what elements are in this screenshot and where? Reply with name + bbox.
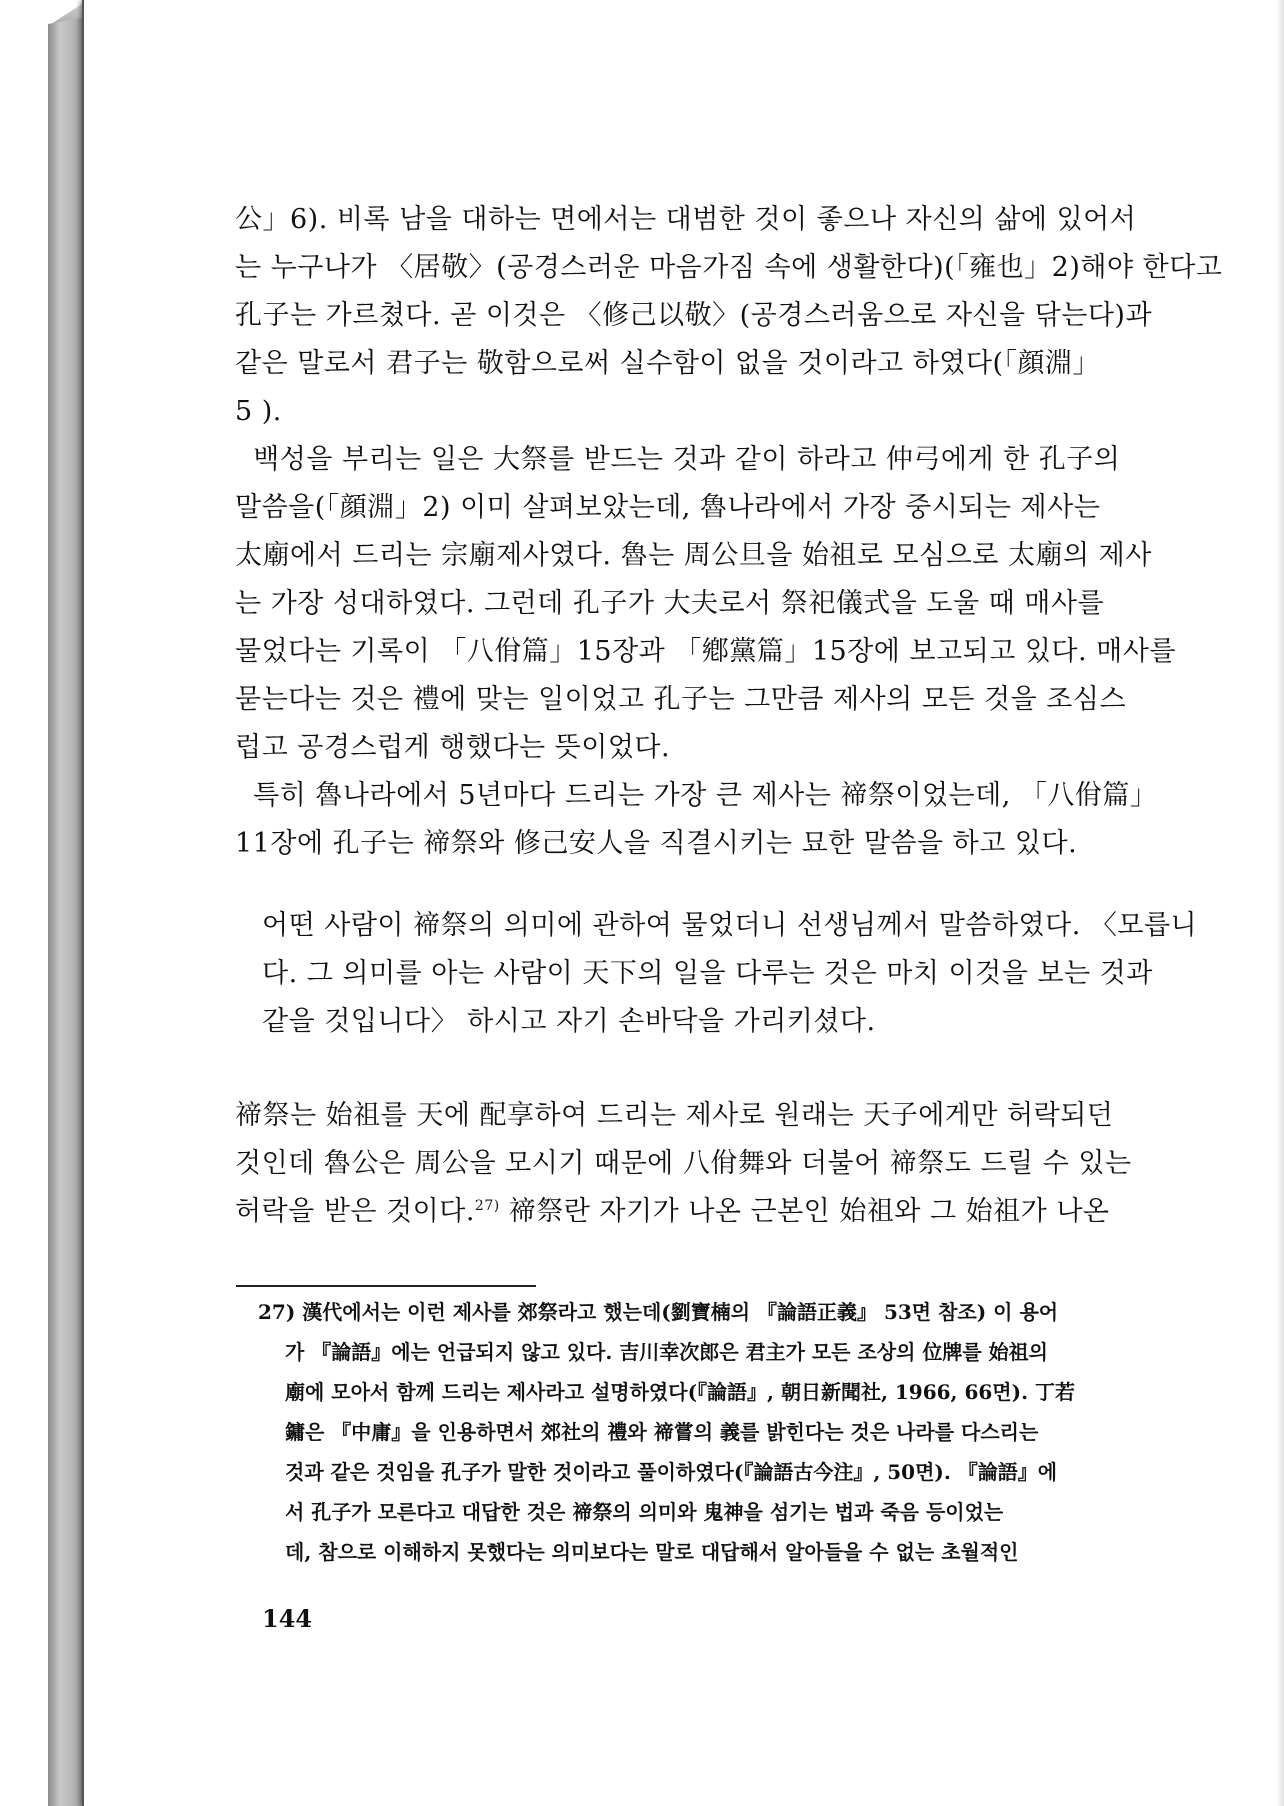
footnote-line: 서 孔子가 모른다고 대답한 것은 禘祭의 의미와 鬼神을 섬기는 법과 죽음 등이었는 [285, 1500, 1004, 1524]
footnote-line: 가 『論語』에는 언급되지 않고 있다. 吉川幸次郎은 君主가 모든 조상의 位牌를 始祖의 [285, 1340, 1048, 1364]
body-text-after-quote [235, 1092, 1135, 1236]
body-line: 公」6). 비록 남을 대하는 면에서는 대범한 것이 좋으나 자신의 삶에 있어서 [235, 204, 1137, 235]
body-line [235, 1188, 1135, 1236]
body-line: 물었다는 기록이 「八佾篇」15장과 「鄕黨篇」15장에 보고되고 있다. 매사를 [235, 636, 1176, 667]
footnote-block [258, 1292, 1138, 1572]
footnote-reference[interactable]: 27) [474, 1198, 500, 1214]
body-line: 禘祭는 始祖를 天에 配享하여 드리는 제사로 원래는 天子에게만 허락되던 [235, 1100, 1114, 1131]
body-line: 5 ). [235, 396, 282, 427]
quote-line: 어떤 사람이 禘祭의 의미에 관하여 물었더니 선생님께서 말씀하였다. 〈모릅니 [262, 910, 1198, 941]
footnote-line: 廟에 모아서 함께 드리는 제사라고 설명하였다(『論語』, 朝日新聞社, 1966, 66면). 丁若 [285, 1380, 1076, 1404]
block-quote [262, 902, 1198, 1046]
body-line: 백성을 부리는 일은 大祭를 받드는 것과 같이 하라고 仲弓에게 한 孔子의 [235, 444, 1121, 475]
body-line: 는 누구나가 〈居敬〉(공경스러운 마음가짐 속에 생활한다)(「雍也」2)해야 한다고 [235, 252, 1223, 283]
body-line: 같은 말로서 君子는 敬함으로써 실수함이 없을 것이라고 하였다(「顔淵」 [235, 348, 1100, 379]
book-spine [48, 18, 82, 1806]
body-line: 11장에 孔子는 禘祭와 修己安人을 직결시키는 묘한 말씀을 하고 있다. [235, 828, 1078, 859]
body-line: 는 가장 성대하였다. 그런데 孔子가 大夫로서 祭祀儀式을 도울 때 매사를 [235, 588, 1105, 619]
footnote-line: 데, 참으로 이해하지 못했다는 의미보다는 말로 대답해서 알아들을 수 없는 초월적인 [285, 1540, 1019, 1564]
body-line: 특히 魯나라에서 5년마다 드리는 가장 큰 제사는 禘祭이었는데, 「八佾篇」 [235, 780, 1158, 811]
page-edge-shadow [1276, 0, 1284, 1806]
page-number: 144 [262, 1604, 313, 1633]
body-line: 孔子는 가르쳤다. 곧 이것은 〈修己以敬〉(공경스러움으로 자신을 닦는다)과 [235, 300, 1153, 331]
body-text [235, 196, 1223, 868]
footnote-line: 것과 같은 것임을 孔子가 말한 것이라고 풀이하였다(『論語古今注』, 50면). 『論語』에 [285, 1460, 1058, 1484]
footnote-line: 鏞은 『中庸』을 인용하면서 郊社의 禮와 禘嘗의 義를 밝힌다는 것은 나라를 다스리는 [285, 1420, 1039, 1444]
quote-line: 같을 것입니다〉 하시고 자기 손바닥을 가리키셨다. [262, 1006, 876, 1037]
body-line: 것인데 魯公은 周公을 모시기 때문에 八佾舞와 더불어 禘祭도 드릴 수 있는 [235, 1148, 1132, 1179]
body-line: 太廟에서 드리는 宗廟제사였다. 魯는 周公旦을 始祖로 모심으로 太廟의 제사 [235, 540, 1152, 571]
body-line: 묻는다는 것은 禮에 맞는 일이었고 孔子는 그만큼 제사의 모든 것을 조심스 [235, 684, 1127, 715]
body-line: 말씀을(「顔淵」2) 이미 살펴보았는데, 魯나라에서 가장 중시되는 제사는 [235, 492, 1101, 523]
quote-line: 다. 그 의미를 아는 사람이 天下의 일을 다루는 것은 마치 이것을 보는 것과 [262, 958, 1153, 989]
body-text-span: 禘祭란 자기가 나온 근본인 始祖와 그 始祖가 나온 [499, 1196, 1110, 1227]
body-text-span: 허락을 받은 것이다. [235, 1196, 475, 1227]
body-line: 럽고 공경스럽게 행했다는 뜻이었다. [235, 732, 671, 763]
footnote-separator [236, 1285, 536, 1287]
footnote-line: 27) 漢代에서는 이런 제사를 郊祭라고 했는데(劉寶楠의 『論語正義』 53면 참조) 이 용어 [258, 1300, 1059, 1324]
